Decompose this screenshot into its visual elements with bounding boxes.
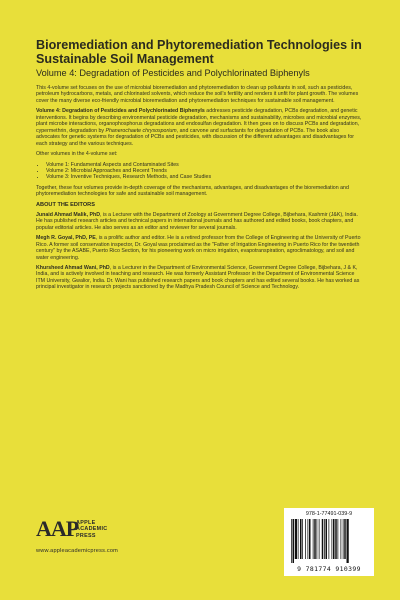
editor-bio — [36, 235, 364, 261]
publisher-name-line: ACADEMIC — [76, 526, 108, 533]
book-subtitle: Volume 4: Degradation of Pesticides and Polychlorinated Biphenyls — [36, 68, 310, 78]
cover-text-block — [36, 38, 364, 295]
editor-name: Megh R. Goyal, PhD, PE — [36, 235, 96, 242]
other-volumes-label: Other volumes in the 4-volume set: — [36, 151, 118, 158]
together-paragraph: Together, these four volumes provide in-depth coverage of the mechanisms, advantages, and disadvantages of the bioremediation and phytoremediation technologies for safe and sustainable soil management. — [36, 184, 349, 198]
volume-list-item: • Volume 1: Fundamental Aspects and Contaminated Sites — [46, 162, 364, 168]
logo-letters: AAP — [36, 516, 79, 541]
publisher-website: www.appleacademicpress.com — [36, 548, 118, 554]
volume4-label: Volume 4: Degradation of Pesticides and Polychlorinated Biphenyls — [36, 108, 205, 115]
editor-text: , is a prolific author and editor. He is a retired professor from the College of Engineering at the University of Puerto Rico. A former soil conservation inspector, Dr. Goyal was proclaimed as the "Father of Irrigation Engineering in Puerto Rico for the twentieth century" by the ASABE, Puerto Rico Section, for his pioneering work on micro irrigation, evapotranspiration, agroclimatology, and soil and water engineering. — [36, 235, 361, 261]
editor-bio — [36, 265, 364, 291]
cover-footer — [36, 508, 364, 578]
publisher-name — [76, 520, 107, 539]
editors-heading: ABOUT THE EDITORS — [36, 201, 95, 208]
editor-text: , is a Lecturer in the Department of Environmental Science, Government Degree College, Bijbehara, J & K, India, and is actively involved in teaching and research. He was formerly Assistant Professor in the Department of Environmental Science ITM University, Gwalior, India. Dr. Wani has published research papers and book chapters and has edited several books. He has worked as principal investigator in research projects sanctioned by the Madhya Pradesh Council of Science and Technology. — [36, 264, 360, 291]
publisher-name-line: APPLE — [76, 520, 96, 526]
barcode-digits: 9 781774 910399 — [297, 565, 361, 573]
editor-bio — [36, 212, 364, 231]
volume-list-item: • Volume 3: Inventive Techniques, Research Methods, and Case Studies — [46, 174, 364, 180]
volume-list — [36, 162, 364, 181]
publisher-logo — [36, 512, 146, 562]
editor-name: Khursheed Ahmad Wani, PhD — [36, 264, 110, 271]
volume-list-item: • Volume 2: Microbial Approaches and Recent Trends — [46, 168, 364, 174]
intro-paragraph: This 4-volume set focuses on the use of microbial bioremediation and phytoremediation to clean up pollutants in soil, such as pesticides, petroleum hydrocarbons, metals, and chlorinated solvents, which reduce the soil's fertility and renders it unfit for plant growth. The volumes cover the many diverse eco-friendly microbial bioremediation and phytoremediation techniques for sustainable soil management. — [36, 85, 359, 104]
species-name: Phanerochaete chrysosporium — [105, 127, 177, 134]
isbn-number: 978-1-77491-039-9 — [305, 511, 353, 517]
isbn-barcode — [284, 508, 374, 576]
volume4-text-a: addresses pesticide degradation, PCBs degradation, and genetic interventions. It begins by describing environmental pesticide degradation, mechanisms and sustainability, microbes and microbial enzymes, plant microbe interactions, organophosphorus degradations and endosulfan degradation. It then goes on to discuss PCBs and degradation, cypermethrin, degradation by — [36, 108, 362, 134]
publisher-name-line: PRESS — [76, 532, 96, 539]
barcode-icon — [290, 519, 368, 563]
volume4-paragraph — [36, 108, 364, 147]
volume4-text-b: , and carvone and surfactants for degradation of PCBs. The book also advocates for genetic systems for degradation of PCBs and pesticides, with discussion of the different advantages and disadvantages for each strategy and the various techniques. — [36, 127, 355, 147]
editor-text: , is a Lecturer with the Department of Zoology at Government Degree College, Bijbehara, Kashmir (J&K), India. He has published research articles and technical papers in international journals and has authored and edited books, book chapters, and popular editorial articles. He also serves as an editor and reviewer for several journals. — [36, 211, 358, 231]
book-title: Bioremediation and Phytoremediation Technologies in Sustainable Soil Management — [36, 38, 362, 66]
editor-name: Junaid Ahmad Malik, PhD — [36, 211, 100, 218]
